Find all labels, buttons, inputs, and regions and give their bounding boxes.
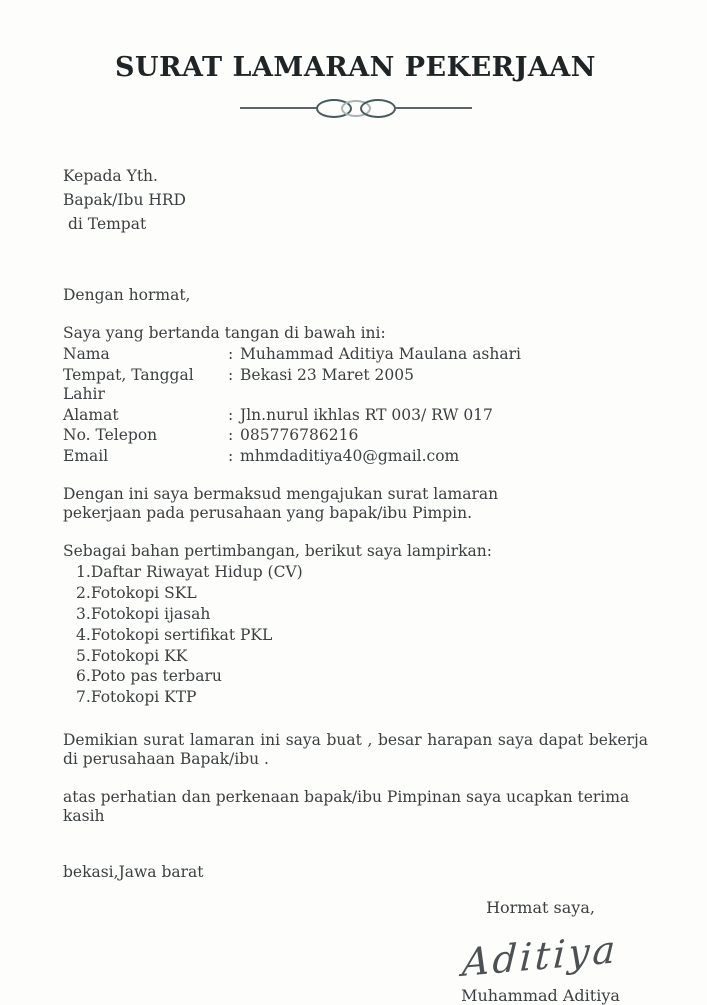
recipient-block <box>63 164 648 236</box>
personal-info-table <box>63 344 648 467</box>
attachment-item: Daftar Riwayat Hidup (CV) <box>90 562 303 581</box>
intro-line: Saya yang bertanda tangan di bawah ini: <box>63 323 386 342</box>
info-value: Bekasi 23 Maret 2005 <box>240 365 414 384</box>
info-value: Jln.nurul ikhlas RT 003/ RW 017 <box>240 405 493 424</box>
info-colon: : <box>228 426 234 445</box>
attachments-intro: Sebagai bahan pertimbangan, berikut saya lampirkan: <box>63 542 492 561</box>
attachment-item: Fotokopi SKL <box>90 583 197 602</box>
attachment-item: Poto pas terbaru <box>90 667 222 686</box>
attachment-item: Fotokopi sertifikat PKL <box>90 625 273 644</box>
signature-name: Muhammad Aditiya <box>461 985 620 1005</box>
info-value: mhmdaditiya40@gmail.com <box>240 447 460 466</box>
recipient-line-1: Kepada Yth. <box>63 166 158 185</box>
divider-line-left <box>240 107 318 109</box>
info-value: Muhammad Aditiya Maulana ashari <box>240 344 521 363</box>
info-label: No. Telepon <box>63 426 158 445</box>
info-colon: : <box>228 447 234 466</box>
closing-paragraph: Demikian surat lamaran ini saya buat , besar harapan saya dapat bekerja di perusahaan Bapak/ibu . <box>63 731 648 769</box>
info-label: Alamat <box>63 405 119 424</box>
signature-block <box>433 898 648 1005</box>
info-colon: : <box>228 344 234 363</box>
info-row-ttl <box>63 365 648 405</box>
info-row-email <box>63 446 648 467</box>
info-colon: : <box>228 405 234 424</box>
info-label: Email <box>63 447 109 466</box>
salutation: Dengan hormat, <box>63 285 191 304</box>
info-row-nama <box>63 344 648 365</box>
letter-title: SURAT LAMARAN PEKERJAAN <box>115 52 596 83</box>
attachment-item: Fotokopi ijasah <box>90 604 211 623</box>
divider-line-right <box>394 107 472 109</box>
purpose-paragraph: Dengan ini saya bermaksud mengajukan surat lamaran pekerjaan pada perusahaan yang bapak/ibu Pimpin. <box>63 485 499 523</box>
divider-ring-right <box>360 99 396 118</box>
info-row-alamat <box>63 405 648 426</box>
info-label: Tempat, Tanggal Lahir <box>63 365 194 403</box>
thanks-paragraph: atas perhatian dan perkenaan bapak/ibu Pimpinan saya ucapkan terima kasih <box>63 788 630 826</box>
title-divider-ornament <box>63 99 648 118</box>
attachments-list <box>63 562 648 708</box>
recipient-line-3: di Tempat <box>68 214 147 233</box>
place-line: bekasi,Jawa barat <box>63 862 204 881</box>
divider-rings-icon <box>316 99 396 118</box>
info-colon: : <box>228 365 234 384</box>
attachment-item: Fotokopi KTP <box>90 688 197 707</box>
info-value: 085776786216 <box>240 426 359 445</box>
recipient-line-2: Bapak/Ibu HRD <box>63 190 186 209</box>
info-label: Nama <box>63 344 110 363</box>
signature-salutation: Hormat saya, <box>486 897 595 917</box>
handwritten-signature: Aditiya <box>461 927 620 986</box>
attachment-item: Fotokopi KK <box>90 646 188 665</box>
info-row-telepon <box>63 425 648 446</box>
